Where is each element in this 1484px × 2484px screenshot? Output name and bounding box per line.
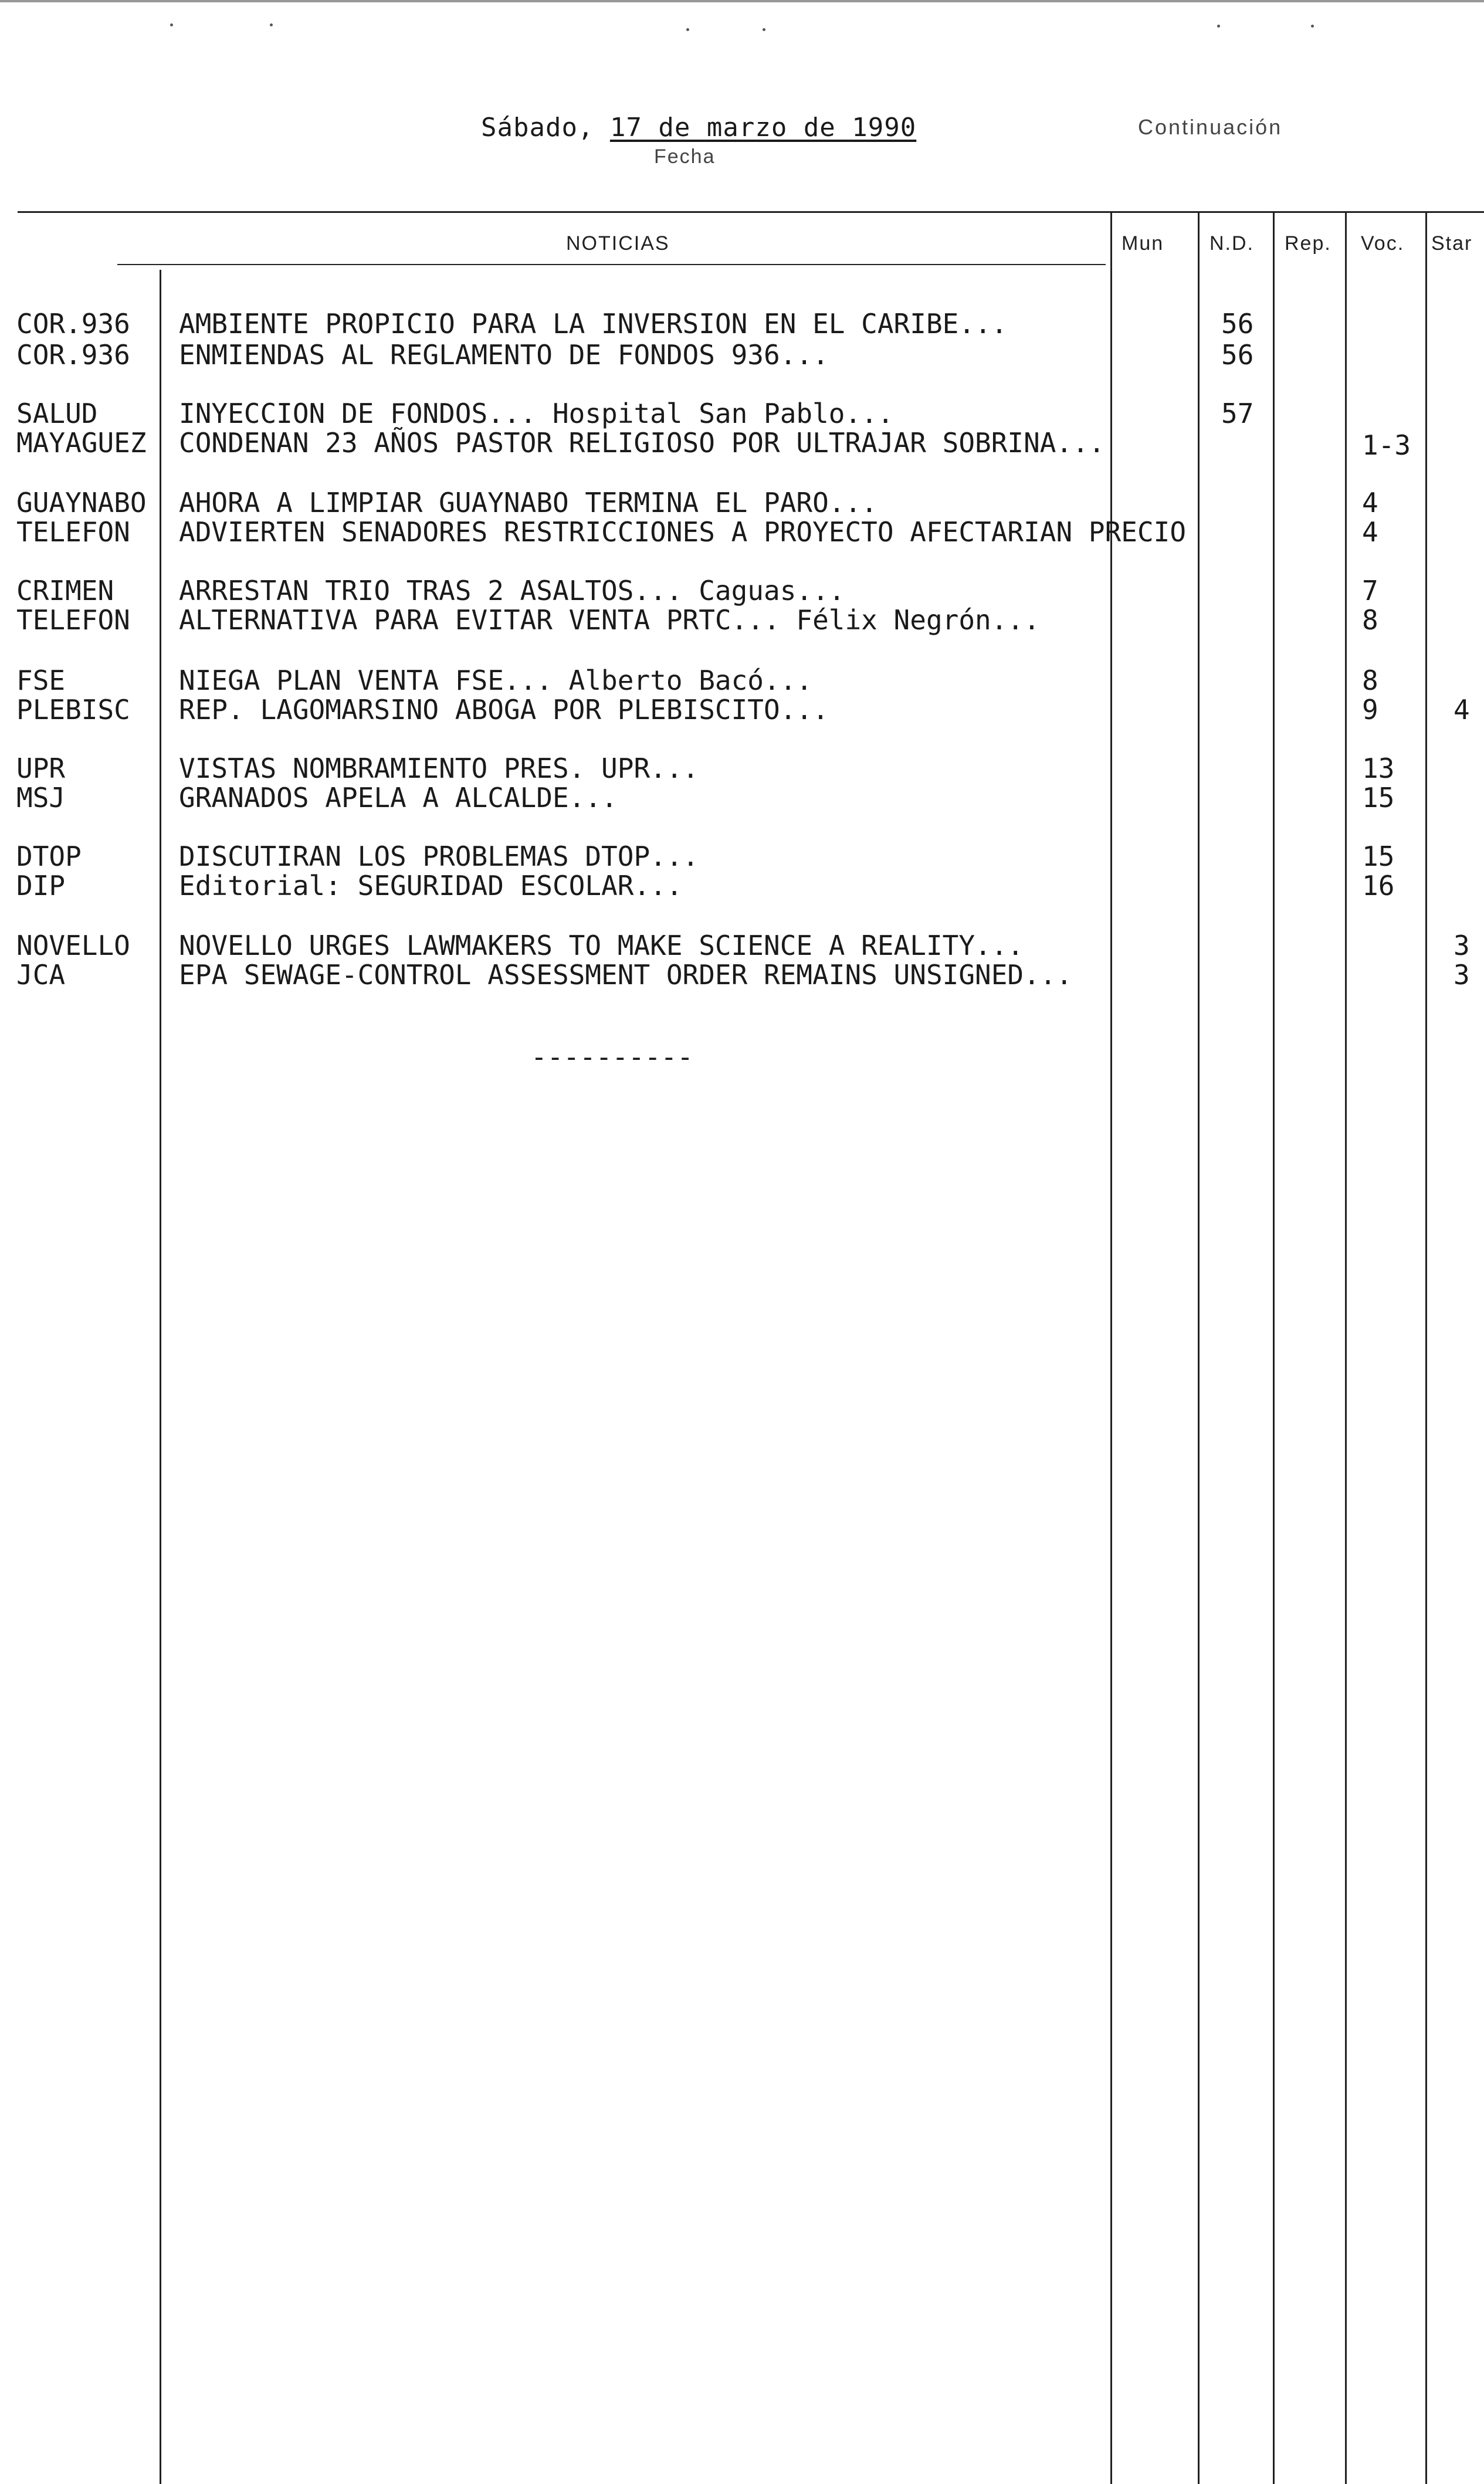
- scan-dot: [1217, 25, 1220, 28]
- row-voc: 8: [1362, 665, 1378, 696]
- row-code: COR.936: [16, 339, 130, 371]
- scan-dot: [763, 28, 765, 31]
- row-headline: DISCUTIRAN LOS PROBLEMAS DTOP...: [179, 841, 699, 872]
- nd-column-divider: [1198, 211, 1200, 2484]
- column-header-voc: Voc.: [1361, 232, 1405, 255]
- row-voc: 4: [1362, 487, 1378, 519]
- column-header-nd: N.D.: [1209, 232, 1254, 255]
- row-headline: NIEGA PLAN VENTA FSE... Alberto Bacó...: [179, 665, 813, 696]
- row-nd: 57: [1221, 398, 1254, 429]
- row-voc: 15: [1362, 782, 1395, 814]
- table-top-rule: [18, 211, 1484, 213]
- scan-dot: [170, 23, 173, 26]
- rep-column-divider: [1273, 211, 1275, 2484]
- row-code: MAYAGUEZ: [16, 427, 147, 459]
- row-headline: GRANADOS APELA A ALCALDE...: [179, 782, 618, 814]
- row-headline: ADVIERTEN SENADORES RESTRICCIONES A PROYECTO AFECTARIAN PRECIO: [179, 516, 1187, 548]
- row-headline: ALTERNATIVA PARA EVITAR VENTA PRTC... Félix Negrón...: [179, 604, 1040, 636]
- report-date: [481, 113, 916, 143]
- row-code: JCA: [16, 959, 66, 991]
- row-headline: ENMIENDAS AL REGLAMENTO DE FONDOS 936...: [179, 339, 829, 371]
- row-code: SALUD: [16, 398, 98, 429]
- row-headline: NOVELLO URGES LAWMAKERS TO MAKE SCIENCE A REALITY...: [179, 930, 1024, 961]
- row-voc: 1-3: [1362, 429, 1411, 461]
- row-voc: 9: [1362, 694, 1378, 726]
- end-separator: ----------: [531, 1041, 693, 1073]
- row-headline: AMBIENTE PROPICIO PARA LA INVERSION EN EL CARIBE...: [179, 308, 1008, 340]
- scan-dot: [270, 23, 273, 26]
- scan-dot: [686, 28, 689, 31]
- row-headline: EPA SEWAGE-CONTROL ASSESSMENT ORDER REMAINS UNSIGNED...: [179, 959, 1073, 991]
- row-nd: 56: [1221, 308, 1254, 340]
- row-voc: 15: [1362, 841, 1395, 872]
- row-code: MSJ: [16, 782, 66, 814]
- row-code: NOVELLO: [16, 930, 130, 961]
- header-bottom-rule: [117, 264, 1106, 265]
- row-code: COR.936: [16, 308, 130, 340]
- row-star: 3: [1453, 930, 1470, 961]
- row-code: FSE: [16, 665, 66, 696]
- column-header-mun: Mun: [1122, 232, 1164, 255]
- report-day: Sábado,: [481, 113, 594, 143]
- row-headline: REP. LAGOMARSINO ABOGA POR PLEBISCITO...: [179, 694, 829, 726]
- row-code: TELEFON: [16, 516, 130, 548]
- report-date-value: 17 de marzo de 1990: [609, 113, 917, 143]
- column-header-rep: Rep.: [1285, 232, 1331, 255]
- top-edge-line: [0, 0, 1484, 2]
- row-nd: 56: [1221, 339, 1254, 371]
- continuation-label: Continuación: [1138, 115, 1283, 139]
- row-star: 3: [1453, 959, 1470, 991]
- star-column-divider: [1425, 211, 1427, 2484]
- column-header-noticias: NOTICIAS: [566, 232, 670, 255]
- voc-column-divider: [1345, 211, 1347, 2484]
- row-voc: 16: [1362, 870, 1395, 902]
- row-headline: AHORA A LIMPIAR GUAYNABO TERMINA EL PARO...: [179, 487, 877, 519]
- row-headline: Editorial: SEGURIDAD ESCOLAR...: [179, 870, 683, 902]
- date-label: Fecha: [654, 145, 716, 168]
- column-header-star: Star: [1431, 232, 1473, 255]
- mun-column-divider: [1110, 211, 1112, 2484]
- row-code: PLEBISC: [16, 694, 130, 726]
- row-code: CRIMEN: [16, 575, 114, 606]
- row-code: TELEFON: [16, 604, 130, 636]
- row-headline: CONDENAN 23 AÑOS PASTOR RELIGIOSO POR ULTRAJAR SOBRINA...: [179, 427, 1105, 459]
- code-column-divider: [160, 270, 161, 2484]
- row-headline: INYECCION DE FONDOS... Hospital San Pablo...: [179, 398, 894, 429]
- row-star: 4: [1453, 694, 1470, 726]
- row-headline: ARRESTAN TRIO TRAS 2 ASALTOS... Caguas...: [179, 575, 845, 606]
- row-headline: VISTAS NOMBRAMIENTO PRES. UPR...: [179, 753, 699, 784]
- row-voc: 13: [1362, 753, 1395, 784]
- row-code: DTOP: [16, 841, 82, 872]
- row-code: GUAYNABO: [16, 487, 147, 519]
- row-code: UPR: [16, 753, 66, 784]
- row-voc: 7: [1362, 575, 1378, 606]
- row-voc: 4: [1362, 516, 1378, 548]
- row-voc: 8: [1362, 604, 1378, 636]
- row-code: DIP: [16, 870, 66, 902]
- scan-dot: [1311, 25, 1314, 28]
